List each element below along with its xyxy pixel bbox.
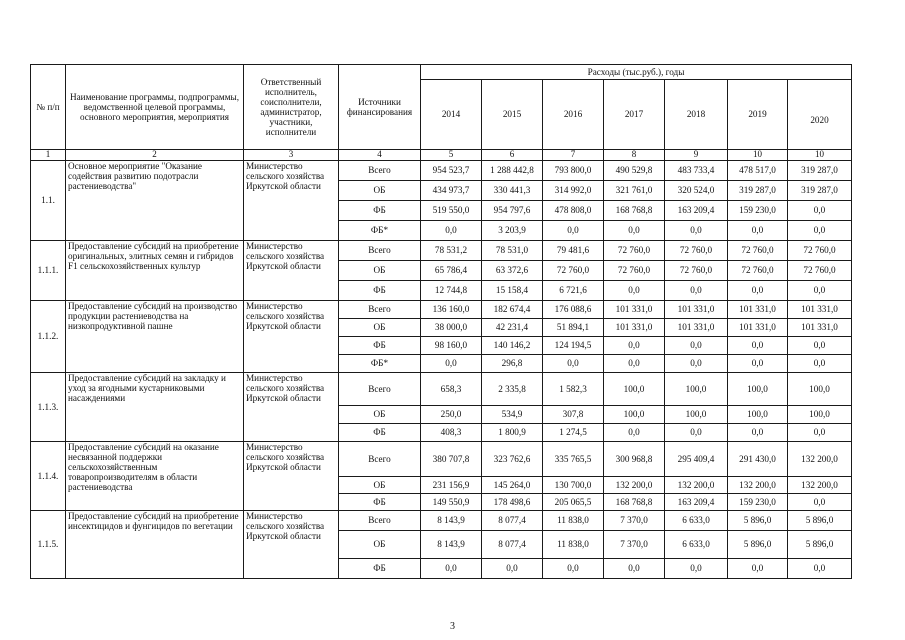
- expense-value: 490 529,8: [604, 161, 665, 181]
- funding-source: ОБ: [339, 406, 421, 424]
- table-row: [31, 241, 852, 261]
- expense-value: 0,0: [788, 355, 852, 373]
- expense-value: 658,3: [421, 373, 482, 406]
- table-row: [31, 161, 852, 181]
- expense-value: 0,0: [728, 424, 788, 442]
- expense-value: 132 200,0: [604, 477, 665, 494]
- expense-value: 534,9: [482, 406, 543, 424]
- expense-value: 1 274,5: [543, 424, 604, 442]
- expense-value: 0,0: [604, 424, 665, 442]
- expense-value: 0,0: [543, 355, 604, 373]
- funding-source: ОБ: [339, 319, 421, 337]
- header-year: 2014: [421, 80, 482, 150]
- expense-value: 954 797,6: [482, 201, 543, 221]
- expense-value: 98 160,0: [421, 337, 482, 355]
- header-year: 2017: [604, 80, 665, 150]
- expense-value: 434 973,7: [421, 181, 482, 201]
- expense-value: 132 200,0: [728, 477, 788, 494]
- expense-value: 1 288 442,8: [482, 161, 543, 181]
- item-number: 1.1.2.: [31, 301, 66, 373]
- funding-source: Всего: [339, 241, 421, 261]
- expense-value: 0,0: [728, 337, 788, 355]
- expense-value: 0,0: [543, 559, 604, 579]
- expense-value: 100,0: [728, 406, 788, 424]
- funding-source: ОБ: [339, 531, 421, 559]
- item-responsible: Министерство сельского хозяйства Иркутской области: [244, 161, 339, 241]
- expense-value: 0,0: [665, 221, 728, 241]
- expense-value: 100,0: [788, 406, 852, 424]
- expense-value: 478 517,0: [728, 161, 788, 181]
- column-number: 4: [339, 150, 421, 161]
- expense-value: 408,3: [421, 424, 482, 442]
- expense-value: 159 230,0: [728, 494, 788, 511]
- expense-value: 0,0: [421, 221, 482, 241]
- funding-source: ФБ: [339, 281, 421, 301]
- expense-value: 72 760,0: [604, 261, 665, 281]
- expense-value: 51 894,1: [543, 319, 604, 337]
- expense-value: 296,8: [482, 355, 543, 373]
- item-name: Предоставление субсидий на приобретение инсектицидов и фунгицидов по вегетации: [66, 511, 244, 579]
- funding-source: ОБ: [339, 181, 421, 201]
- item-name: Основное мероприятие "Оказание содействия развитию подотрасли растениеводства": [66, 161, 244, 241]
- expense-value: 101 331,0: [604, 301, 665, 319]
- funding-source: ОБ: [339, 261, 421, 281]
- page-number: 3: [450, 621, 455, 632]
- expense-value: 159 230,0: [728, 201, 788, 221]
- expense-value: 132 200,0: [788, 477, 852, 494]
- expense-value: 0,0: [788, 201, 852, 221]
- item-number: 1.1.4.: [31, 442, 66, 511]
- expense-value: 63 372,6: [482, 261, 543, 281]
- expense-value: 100,0: [728, 373, 788, 406]
- header-no: № п/п: [31, 65, 66, 150]
- expense-value: 100,0: [665, 406, 728, 424]
- expense-value: 11 838,0: [543, 511, 604, 531]
- expense-value: 101 331,0: [788, 319, 852, 337]
- expense-value: 79 481,6: [543, 241, 604, 261]
- expense-value: 250,0: [421, 406, 482, 424]
- expense-value: 136 160,0: [421, 301, 482, 319]
- expense-value: 5 896,0: [788, 531, 852, 559]
- header-expenses: Расходы (тыс.руб.), годы: [421, 65, 852, 80]
- expense-value: 72 760,0: [543, 261, 604, 281]
- expense-value: 72 760,0: [665, 241, 728, 261]
- column-number: 8: [604, 150, 665, 161]
- expense-value: 38 000,0: [421, 319, 482, 337]
- column-number: 3: [244, 150, 339, 161]
- expense-value: 954 523,7: [421, 161, 482, 181]
- expense-value: 78 531,0: [482, 241, 543, 261]
- expense-value: 78 531,2: [421, 241, 482, 261]
- expense-value: 5 896,0: [788, 511, 852, 531]
- column-number: 1: [31, 150, 66, 161]
- expense-value: 2 335,8: [482, 373, 543, 406]
- funding-source: Всего: [339, 442, 421, 477]
- column-number: 2: [66, 150, 244, 161]
- item-responsible: Министерство сельского хозяйства Иркутской области: [244, 241, 339, 301]
- header-year: 2020: [788, 80, 852, 150]
- expense-value: 1 582,3: [543, 373, 604, 406]
- expense-value: 0,0: [421, 355, 482, 373]
- funding-source: ФБ*: [339, 355, 421, 373]
- funding-source: ФБ: [339, 337, 421, 355]
- expense-value: 12 744,8: [421, 281, 482, 301]
- funding-source: ФБ: [339, 559, 421, 579]
- expense-value: 0,0: [604, 559, 665, 579]
- column-number: 7: [543, 150, 604, 161]
- expense-value: 0,0: [788, 281, 852, 301]
- funding-source: Всего: [339, 373, 421, 406]
- financing-table: [30, 64, 852, 579]
- header-year: 2018: [665, 80, 728, 150]
- expense-value: 519 550,0: [421, 201, 482, 221]
- item-number: 1.1.: [31, 161, 66, 241]
- expense-value: 0,0: [788, 337, 852, 355]
- expense-value: 163 209,4: [665, 494, 728, 511]
- expense-value: 0,0: [604, 337, 665, 355]
- expense-value: 319 287,0: [788, 181, 852, 201]
- expense-value: 6 633,0: [665, 511, 728, 531]
- expense-value: 182 674,4: [482, 301, 543, 319]
- expense-value: 380 707,8: [421, 442, 482, 477]
- expense-value: 0,0: [665, 337, 728, 355]
- expense-value: 100,0: [788, 373, 852, 406]
- expense-value: 0,0: [421, 559, 482, 579]
- expense-value: 0,0: [543, 221, 604, 241]
- expense-value: 793 800,0: [543, 161, 604, 181]
- expense-value: 0,0: [665, 281, 728, 301]
- expense-value: 168 768,8: [604, 201, 665, 221]
- item-number: 1.1.1.: [31, 241, 66, 301]
- expense-value: 295 409,4: [665, 442, 728, 477]
- expense-value: 101 331,0: [728, 319, 788, 337]
- expense-value: 149 550,9: [421, 494, 482, 511]
- expense-value: 11 838,0: [543, 531, 604, 559]
- expense-value: 0,0: [788, 494, 852, 511]
- expense-value: 291 430,0: [728, 442, 788, 477]
- expense-value: 72 760,0: [788, 261, 852, 281]
- item-responsible: Министерство сельского хозяйства Иркутской области: [244, 511, 339, 579]
- expense-value: 72 760,0: [728, 261, 788, 281]
- expense-value: 319 287,0: [728, 181, 788, 201]
- header-name: Наименование программы, подпрограммы, ведомственной целевой программы, основного мероприятия, мероприятия: [66, 65, 244, 150]
- expense-value: 72 760,0: [728, 241, 788, 261]
- expense-value: 320 524,0: [665, 181, 728, 201]
- expense-value: 330 441,3: [482, 181, 543, 201]
- expense-value: 3 203,9: [482, 221, 543, 241]
- expense-value: 132 200,0: [788, 442, 852, 477]
- expense-value: 0,0: [788, 559, 852, 579]
- expense-value: 72 760,0: [788, 241, 852, 261]
- expense-value: 0,0: [728, 355, 788, 373]
- expense-value: 0,0: [665, 424, 728, 442]
- expense-value: 0,0: [728, 559, 788, 579]
- expense-value: 307,8: [543, 406, 604, 424]
- expense-value: 101 331,0: [604, 319, 665, 337]
- expense-value: 0,0: [604, 281, 665, 301]
- expense-value: 100,0: [604, 373, 665, 406]
- funding-source: Всего: [339, 161, 421, 181]
- expense-value: 15 158,4: [482, 281, 543, 301]
- expense-value: 8 143,9: [421, 531, 482, 559]
- header-year: 2016: [543, 80, 604, 150]
- expense-value: 300 968,8: [604, 442, 665, 477]
- table-row: [31, 442, 852, 477]
- expense-value: 178 498,6: [482, 494, 543, 511]
- header-year: 2019: [728, 80, 788, 150]
- item-name: Предоставление субсидий на производство продукции растениеводства на низкопродуктивной пашне: [66, 301, 244, 373]
- expense-value: 1 800,9: [482, 424, 543, 442]
- header-responsible: Ответственный исполнитель, соисполнители, администратор, участники, исполнители: [244, 65, 339, 150]
- column-number: 5: [421, 150, 482, 161]
- expense-value: 72 760,0: [604, 241, 665, 261]
- expense-value: 65 786,4: [421, 261, 482, 281]
- expense-value: 0,0: [604, 221, 665, 241]
- expense-value: 478 808,0: [543, 201, 604, 221]
- expense-value: 145 264,0: [482, 477, 543, 494]
- expense-value: 314 992,0: [543, 181, 604, 201]
- header-source: Источники финансирования: [339, 65, 421, 150]
- expense-value: 8 077,4: [482, 531, 543, 559]
- expense-value: 101 331,0: [665, 319, 728, 337]
- item-name: Предоставление субсидий на оказание несвязанной поддержки сельскохозяйственным товаропроизводителям в области растениеводства: [66, 442, 244, 511]
- funding-source: ФБ: [339, 494, 421, 511]
- expense-value: 101 331,0: [788, 301, 852, 319]
- table-row: [31, 301, 852, 319]
- expense-value: 0,0: [665, 355, 728, 373]
- expense-value: 140 146,2: [482, 337, 543, 355]
- expense-value: 132 200,0: [665, 477, 728, 494]
- expense-value: 0,0: [788, 221, 852, 241]
- expense-value: 0,0: [665, 559, 728, 579]
- item-name: Предоставление субсидий на закладку и уход за ягодными кустарниковыми насаждениями: [66, 373, 244, 442]
- funding-source: ФБ: [339, 201, 421, 221]
- expense-value: 100,0: [604, 406, 665, 424]
- expense-value: 335 765,5: [543, 442, 604, 477]
- column-number-row: [31, 150, 852, 161]
- expense-value: 483 733,4: [665, 161, 728, 181]
- expense-value: 7 370,0: [604, 531, 665, 559]
- item-responsible: Министерство сельского хозяйства Иркутской области: [244, 373, 339, 442]
- expense-value: 6 721,6: [543, 281, 604, 301]
- column-number: 10: [788, 150, 852, 161]
- funding-source: ОБ: [339, 477, 421, 494]
- expense-value: 6 633,0: [665, 531, 728, 559]
- funding-source: Всего: [339, 301, 421, 319]
- funding-source: ФБ: [339, 424, 421, 442]
- expense-value: 72 760,0: [665, 261, 728, 281]
- expense-value: 101 331,0: [665, 301, 728, 319]
- column-number: 9: [665, 150, 728, 161]
- expense-value: 163 209,4: [665, 201, 728, 221]
- expense-value: 231 156,9: [421, 477, 482, 494]
- expense-value: 100,0: [665, 373, 728, 406]
- funding-source: Всего: [339, 511, 421, 531]
- expense-value: 205 065,5: [543, 494, 604, 511]
- expense-value: 8 077,4: [482, 511, 543, 531]
- expense-value: 124 194,5: [543, 337, 604, 355]
- expense-value: 5 896,0: [728, 531, 788, 559]
- expense-value: 168 768,8: [604, 494, 665, 511]
- item-number: 1.1.5.: [31, 511, 66, 579]
- item-responsible: Министерство сельского хозяйства Иркутской области: [244, 301, 339, 373]
- expense-value: 321 761,0: [604, 181, 665, 201]
- item-number: 1.1.3.: [31, 373, 66, 442]
- item-name: Предоставление субсидий на приобретение оригинальных, элитных семян и гибридов F1 сельскохозяйственных культур: [66, 241, 244, 301]
- expense-value: 5 896,0: [728, 511, 788, 531]
- expense-value: 0,0: [728, 281, 788, 301]
- column-number: 10: [728, 150, 788, 161]
- expense-value: 0,0: [482, 559, 543, 579]
- expense-value: 323 762,6: [482, 442, 543, 477]
- expense-value: 0,0: [604, 355, 665, 373]
- header-row: [31, 65, 852, 80]
- funding-source: ФБ*: [339, 221, 421, 241]
- expense-value: 130 700,0: [543, 477, 604, 494]
- expense-value: 101 331,0: [728, 301, 788, 319]
- header-year: 2015: [482, 80, 543, 150]
- expense-value: 0,0: [728, 221, 788, 241]
- column-number: 6: [482, 150, 543, 161]
- expense-value: 8 143,9: [421, 511, 482, 531]
- item-responsible: Министерство сельского хозяйства Иркутской области: [244, 442, 339, 511]
- table-row: [31, 511, 852, 531]
- expense-value: 42 231,4: [482, 319, 543, 337]
- expense-value: 176 088,6: [543, 301, 604, 319]
- expense-value: 0,0: [788, 424, 852, 442]
- table-row: [31, 373, 852, 406]
- expense-value: 7 370,0: [604, 511, 665, 531]
- expense-value: 319 287,0: [788, 161, 852, 181]
